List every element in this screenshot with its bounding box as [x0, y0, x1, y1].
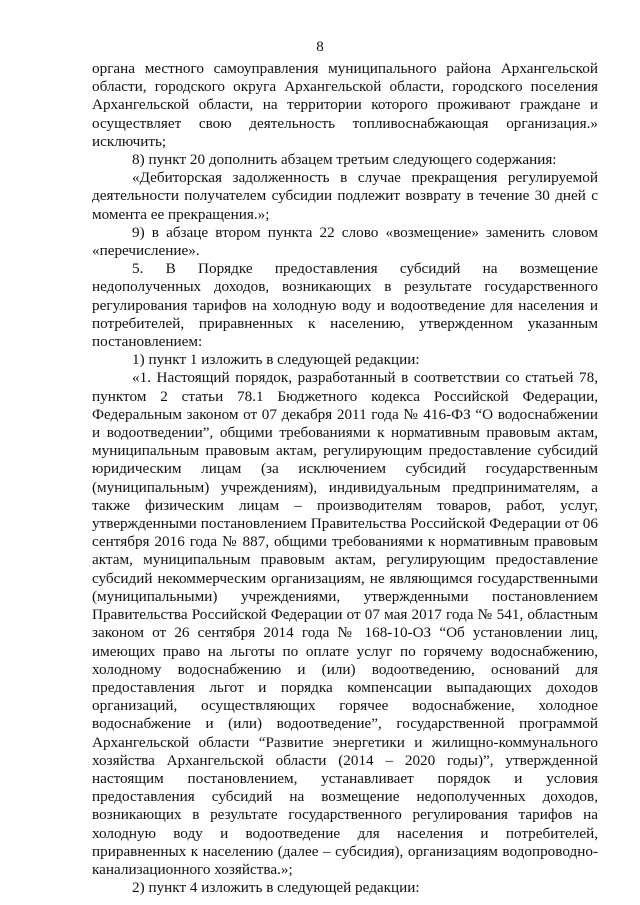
- paragraph-6: 1) пункт 1 изложить в следующей редакции:: [132, 351, 420, 369]
- paragraph-4: 9) в абзаце втором пункта 22 слово «возмещение» заменить словом «перечисление».: [92, 223, 598, 260]
- paragraph-1: органа местного самоуправления муниципального района Архангельской области, городского округа Архангельской области, городского поселения Архангельской области, на территории которого проживают граждане и осуществляет свою деятельность топливоснабжающая организация.» исключить;: [92, 60, 598, 150]
- paragraph-8: 2) пункт 4 изложить в следующей редакции:: [132, 879, 420, 897]
- page-number: 8: [316, 39, 324, 55]
- paragraph-5: 5. В Порядке предоставления субсидий на возмещение недополученных доходов, возникающих в результате государственного регулирования тарифов на холодную воду и водоотведение для населения и потребителей, приравненных к населению, утвержденном указанным постановлением:: [92, 260, 598, 351]
- document-body: [92, 60, 598, 897]
- paragraph-3: «Дебиторская задолженность в случае прекращения регулируемой деятельности получателем субсидии подлежит возврату в течение 30 дней с момента ее прекращения.»;: [92, 169, 598, 223]
- paragraph-2: 8) пункт 20 дополнить абзацем третьим следующего содержания:: [132, 151, 557, 169]
- paragraph-7: «1. Настоящий порядок, разработанный в соответствии со статьей 78, пунктом 2 статьи 78.1 Бюджетного кодекса Российской Федерации, Федеральным законом от 07 декабря 2011 года № 416-ФЗ “О водоснабжении и водоотведении”, общими требованиями к нормативным правовым актам, муниципальным правовым актам, регулирующим предоставление субсидий юридическим лицам (за исключением субсидий государственным (муниципальным) учреждениям), индивидуальным предпринимателям, а также физическим лицам – производителям товаров, работ, услуг, утвержденными постановлением Правительства Российской Федерации от 06 сентября 2016 года № 887, общими требованиями к нормативным правовым актам, муниципальным правовым актам, регулирующим предоставление субсидий некоммерческим организациям, не являющимся государственными (муниципальными) учреждениями, утвержденными постановлением Правительства Российской Федерации от 07 мая 2017 года № 541, областным законом от 26 сентября 2014 года № 168-10-ОЗ “Об установлении лиц, имеющих право на льготы по оплате услуг по горячему водоснабжению, холодному водоснабжению и (или) водоотведению, оснований для предоставления льгот и порядка компенсации выпадающих доходов организаций, осуществляющих горячее водоснабжение, холодное водоснабжение и (или) водоотведение”, государственной программой Архангельской области “Развитие энергетики и жилищно-коммунального хозяйства Архангельской области (2014 – 2020 годы)”, утвержденной настоящим постановлением, устанавливает порядок и условия предоставления субсидий на возмещение недополученных доходов, возникающих в результате государственного регулирования тарифов на холодную воду и водоотведение для населения и потребителей, приравненных к населению (далее – субсидия), организациям водопроводно-канализационного хозяйства.»;: [92, 369, 598, 878]
